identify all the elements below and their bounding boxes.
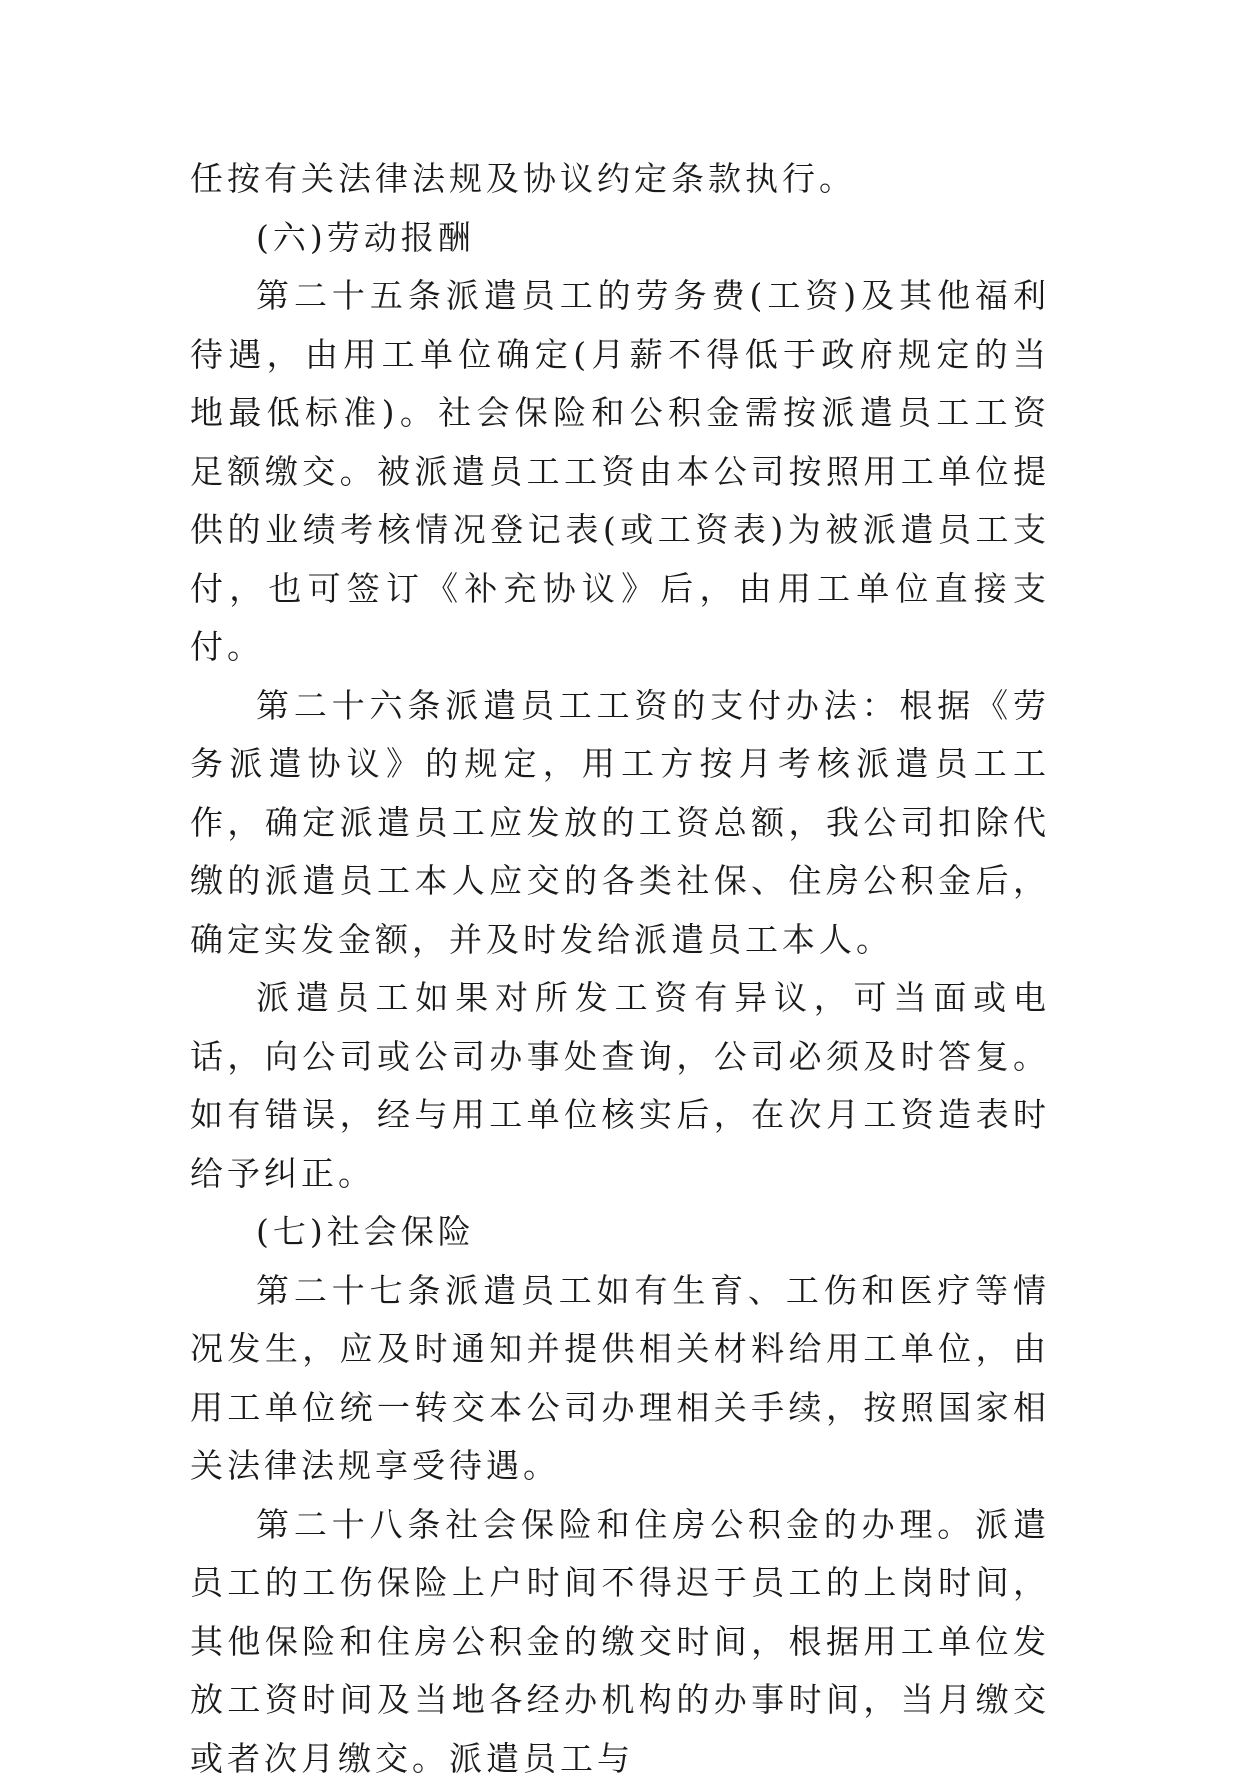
section-heading-labor-remuneration: (六)劳动报酬 [190, 209, 1050, 268]
article-28-paragraph: 第二十八条社会保险和住房公积金的办理。派遣员工的工伤保险上户时间不得迟于员工的上岗时间，其他保险和住房公积金的缴交时间，根据用工单位发放工资时间及当地各经办机构的办事时间，当月缴交或者次月缴交。派遣员工与 [190, 1496, 1050, 1788]
paragraph-continuation: 任按有关法律法规及协议约定条款执行。 [190, 150, 1050, 209]
section-heading-social-insurance: (七)社会保险 [190, 1203, 1050, 1262]
article-27-paragraph: 第二十七条派遣员工如有生育、工伤和医疗等情况发生，应及时通知并提供相关材料给用工单位，由用工单位统一转交本公司办理相关手续，按照国家相关法律法规享受待遇。 [190, 1262, 1050, 1496]
article-26-paragraph: 第二十六条派遣员工工资的支付办法：根据《劳务派遣协议》的规定，用工方按月考核派遣员工工作，确定派遣员工应发放的工资总额，我公司扣除代缴的派遣员工本人应交的各类社保、住房公积金后，确定实发金额，并及时发给派遣员工本人。 [190, 677, 1050, 970]
article-25-paragraph: 第二十五条派遣员工的劳务费(工资)及其他福利待遇，由用工单位确定(月薪不得低于政府规定的当地最低标准)。社会保险和公积金需按派遣员工工资足额缴交。被派遣员工工资由本公司按照用工单位提供的业绩考核情况登记表(或工资表)为被派遣员工支付，也可签订《补充协议》后，由用工单位直接支付。 [190, 267, 1050, 677]
wage-dispute-paragraph: 派遣员工如果对所发工资有异议，可当面或电话，向公司或公司办事处查询，公司必须及时答复。如有错误，经与用工单位核实后，在次月工资造表时给予纠正。 [190, 969, 1050, 1203]
document-body [190, 150, 1050, 1788]
